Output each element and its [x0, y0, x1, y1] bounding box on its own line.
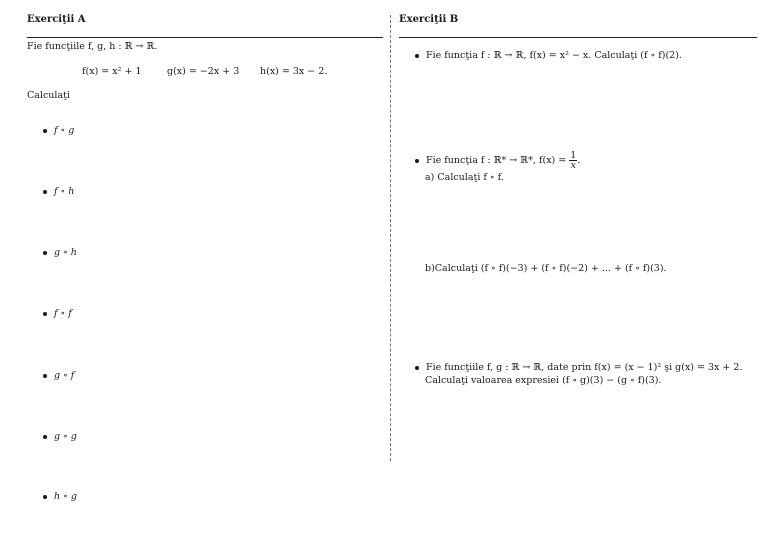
composition-label: f ∘ f	[54, 308, 72, 319]
composition-label: g ∘ g	[54, 431, 77, 442]
bullet-icon	[415, 54, 419, 58]
list-item	[415, 362, 742, 374]
exercises-a-prompt: Calculaţi	[27, 90, 70, 101]
composition-label: h ∘ g	[54, 491, 77, 502]
exercises-a-rule	[27, 37, 383, 38]
bullet-icon	[43, 190, 47, 194]
composition-label: f ∘ g	[54, 125, 75, 136]
composition-label: g ∘ h	[54, 247, 77, 258]
list-item	[43, 125, 74, 137]
bullet-icon	[43, 251, 47, 255]
bullet-icon	[43, 435, 47, 439]
exercises-b-rule	[399, 37, 757, 38]
exercise-b3-line1: Fie funcţiile f, g : ℝ → ℝ, date prin f(x) = (x − 1)² şi g(x) = 3x + 2.	[426, 362, 743, 373]
exercises-b-heading: Exerciţii B	[399, 14, 459, 25]
fraction-denominator: x	[570, 160, 576, 171]
exercise-b2-part-b: b)Calculaţi (f ∘ f)(−3) + (f ∘ f)(−2) + ... + (f ∘ f)(3).	[425, 263, 667, 274]
definition-g: g(x) = −2x + 3	[167, 66, 240, 77]
exercises-a-intro: Fie funcţiile f, g, h : ℝ → ℝ.	[27, 41, 158, 52]
list-item	[43, 491, 77, 503]
bullet-icon	[415, 159, 419, 163]
list-item: Fie funcţia f : ℝ* → ℝ*, f(x) = $\frac{1}{x}$ .	[415, 150, 580, 172]
column-divider	[390, 15, 391, 461]
definition-h: h(x) = 3x − 2.	[260, 66, 328, 77]
bullet-icon	[43, 495, 47, 499]
list-item	[415, 50, 682, 62]
bullet-icon	[43, 129, 47, 133]
composition-label: f ∘ h	[54, 186, 75, 197]
list-item	[43, 308, 72, 320]
exercise-b3-line2: Calculaţi valoarea expresiei (f ∘ g)(3) − (g ∘ f)(3).	[425, 375, 662, 386]
list-item	[43, 186, 74, 198]
bullet-icon	[415, 366, 419, 370]
bullet-icon	[43, 312, 47, 316]
composition-label: g ∘ f	[54, 370, 75, 381]
list-item	[43, 431, 77, 443]
list-item	[43, 247, 77, 259]
exercise-b1-text: Fie funcţia f : ℝ → ℝ, f(x) = x² − x. Calculaţi (f ∘ f)(2).	[426, 50, 682, 61]
definition-f: f(x) = x² + 1	[82, 66, 142, 77]
fraction	[569, 151, 577, 170]
bullet-icon	[43, 374, 47, 378]
exercise-b2-part-a: a) Calculaţi f ∘ f.	[425, 172, 504, 183]
exercise-b2-intro: Fie funcţia f : ℝ* → ℝ*, f(x) =	[426, 155, 567, 166]
fraction-numerator: 1	[570, 150, 577, 161]
list-item	[43, 370, 74, 382]
exercises-a-heading: Exerciţii A	[27, 14, 86, 25]
